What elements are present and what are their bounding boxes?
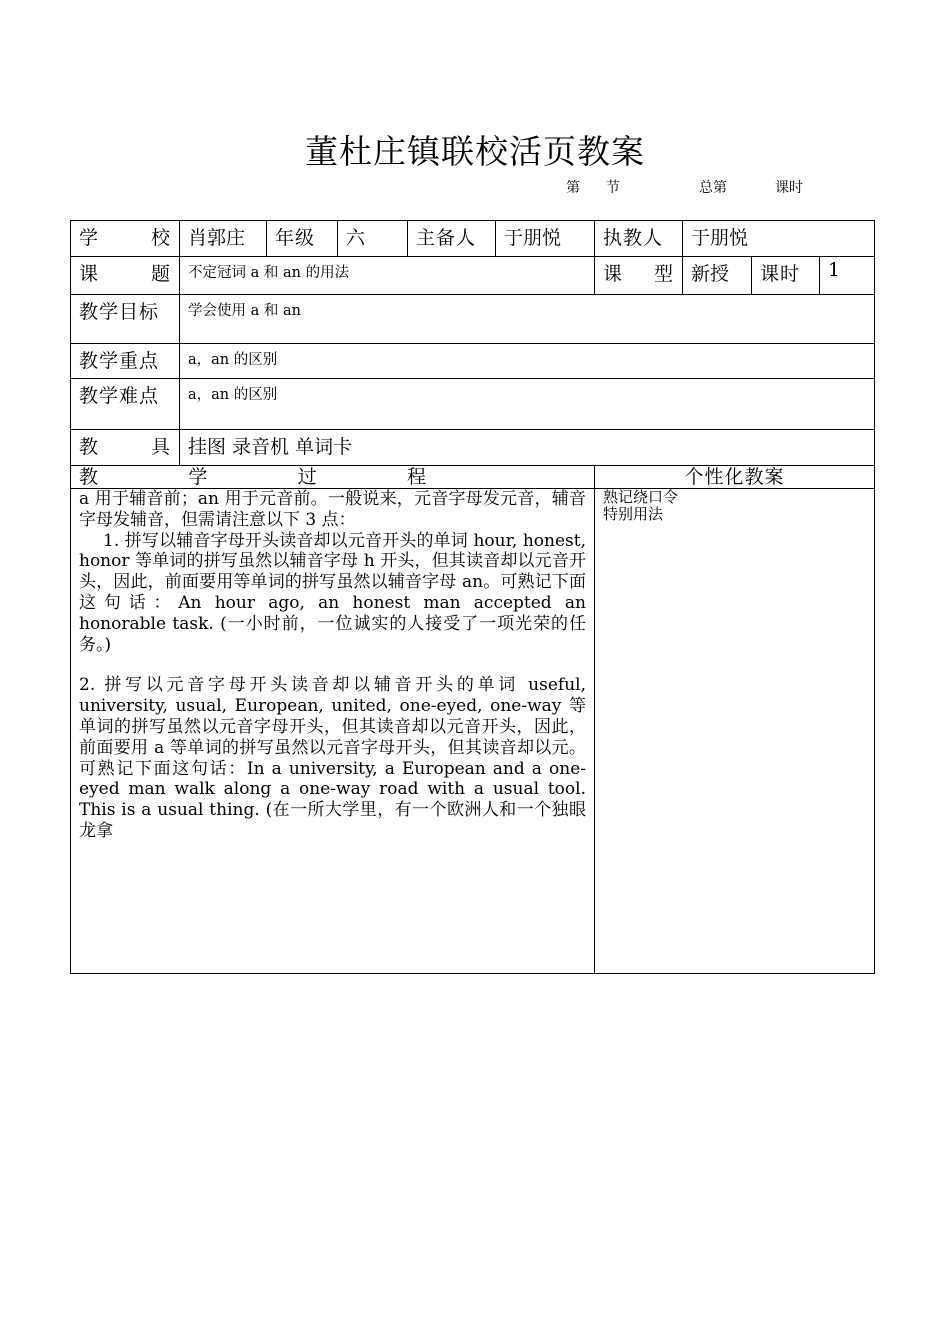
tools-row [71,430,875,466]
tools-label: 教 具 [71,430,180,466]
preparer-value: 于朋悦 [496,221,595,257]
key-point-row [71,344,875,379]
process-paragraph-intro: a 用于辅音前；an 用于元音前。一般说来，元音字母发元音，辅音字母发辅音，但需请注意以下 3 点： [79,489,586,530]
info-row-school [71,221,875,257]
process-body [71,489,595,974]
lesson-type-value: 新授 [683,257,752,295]
grade-label: 年级 [267,221,338,257]
hours-value: 1 [820,257,875,295]
teacher-value: 于朋悦 [683,221,875,257]
side-note-2: 特别用法 [603,505,664,523]
lesson-type-label: 课 型 [595,257,683,295]
lesson-plan-table [70,220,875,974]
side-note-1: 熟记绕口令 [603,488,679,506]
teacher-label: 执教人 [595,221,683,257]
paragraph-spacer [79,655,586,675]
lesson-hour-label: 课时 [775,180,803,196]
school-label: 学 校 [71,221,180,257]
total-label: 总第 [699,180,727,196]
process-paragraph-1: 1. 拼写以辅音字母开头读音却以元音开头的单词 hour, honest, honor 等单词的拼写虽然以辅音字母 h 开头，但其读音却以元音开头，因此，前面要用等单词的拼写虽然以辅音字母 an。可熟记下面这句话：An hour ago, an honest man accepted an honorable task. (一小时前，一位诚实的人接受了一项光荣的任务。) [79,530,586,655]
personalized-plan-body [595,489,875,974]
preparer-label: 主备人 [408,221,496,257]
info-row-topic [71,257,875,295]
key-point-label: 教学重点 [71,344,180,379]
section-label-jie: 节 [606,180,620,196]
difficulty-label: 教学难点 [71,379,180,430]
grade-value: 六 [338,221,408,257]
process-body-row [71,489,875,974]
hours-label: 课时 [752,257,820,295]
process-header-row [71,466,875,489]
difficulty-row [71,379,875,430]
key-point-value: a，an 的区别 [180,344,875,379]
process-header-char-4: 程 [406,466,426,488]
topic-label: 课 题 [71,257,180,295]
section-label-di: 第 [566,180,580,196]
process-header-char-1: 教 [79,466,99,488]
difficulty-value: a，an 的区别 [180,379,875,430]
process-header [71,466,595,489]
tools-value: 挂图 录音机 单词卡 [180,430,875,466]
process-header-char-2: 学 [188,466,208,488]
goal-value: 学会使用 a 和 an [180,295,875,344]
personalized-plan-header: 个性化教案 [595,466,875,489]
process-paragraph-2: 2. 拼写以元音字母开头读音却以辅音开头的单词 useful, university, usual, European, united, one-eyed, one-way 等单词的拼写虽然以元音字母开头，但其读音却以元音开头，因此，前面要用 a 等单词的拼写虽然以元音字母开头，但其读音却以元。可熟记下面这句话：In a university, a European and a one-eyed man walk along a one-way road with a usual tool. This is a usual thing. (在一所大学里，有一个欧洲人和一个独眼龙拿 [79,675,586,841]
goal-row [71,295,875,344]
page-title: 董杜庄镇联校活页教案 [305,132,645,171]
process-header-char-3: 过 [297,466,317,488]
topic-value: 不定冠词 a 和 an 的用法 [180,257,595,295]
school-value: 肖郭庄 [180,221,267,257]
goal-label: 教学目标 [71,295,180,344]
